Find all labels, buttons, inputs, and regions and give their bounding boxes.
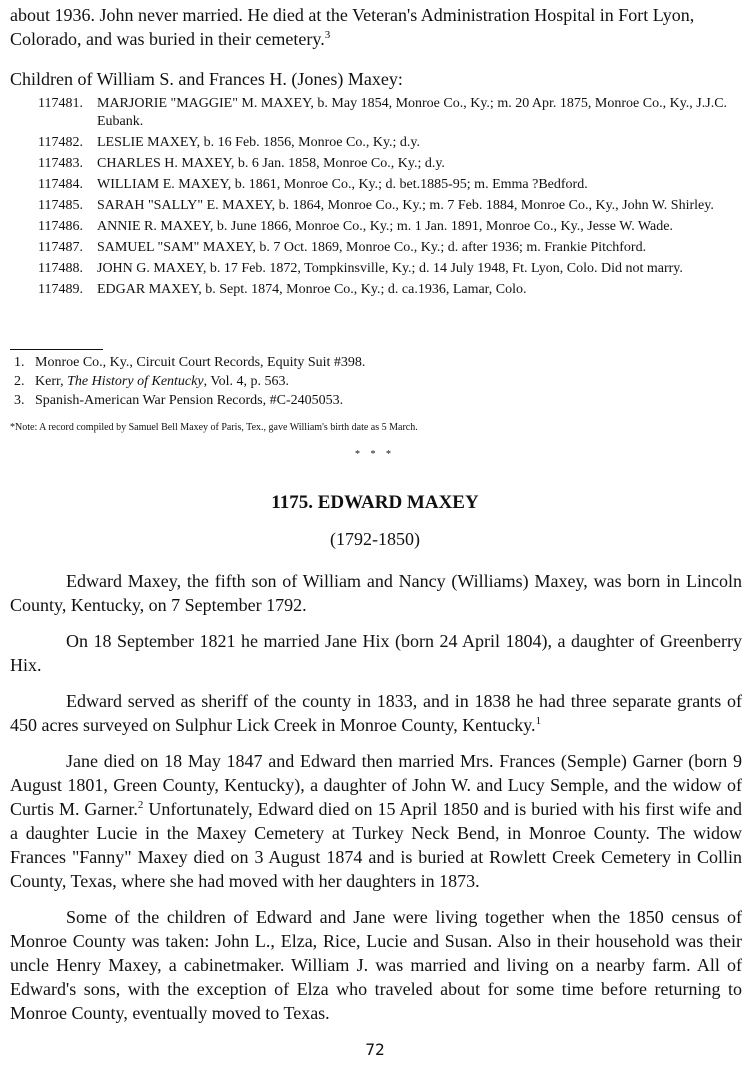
footnote-text-part: Spanish-American War Pension Records, #C-2405053. xyxy=(35,393,344,408)
paragraph-text: Edward served as sheriff of the county in 1833, and in 1838 he had three separate grants of 450 acres surveyed on Sulphur Lick Creek in Monroe County, Kentucky. xyxy=(10,691,742,735)
child-number: 117489. xyxy=(38,282,83,297)
body-paragraph xyxy=(10,569,742,617)
footnote-number: 3. xyxy=(14,393,25,408)
children-heading: Children of William S. and Frances H. (Jones) Maxey: xyxy=(10,69,403,89)
footnote-text-part: , Vol. 4, p. 563. xyxy=(203,374,290,389)
child-entry xyxy=(38,260,742,278)
child-number: 117488. xyxy=(38,261,83,276)
footnote-number: 1. xyxy=(14,355,25,370)
footnote-ref: 1 xyxy=(535,715,542,727)
footnote-item xyxy=(14,391,365,410)
footnote-text-part: Monroe Co., Ky., Circuit Court Records, Equity Suit #398. xyxy=(35,355,366,370)
child-text: EDGAR MAXEY, b. Sept. 1874, Monroe Co., Ky.; d. ca.1936, Lamar, Colo. xyxy=(97,282,527,297)
paragraph-text: Jane died on 18 May 1847 and Edward then married Mrs. Frances (Semple) Garner (born 9 August 1801, Green County, Kentucky), a daughter of John W. and Lucy Semple, and the widow of Curtis M. Garner. xyxy=(10,751,742,819)
paragraph-text-continued: Unfortunately, Edward died on 15 April 1850 and is buried with his first wife and a daughter Lucie in the Maxey Cemetery at Turkey Neck Bend, in Monroe County. The widow Frances "Fanny" Maxey died on 3 August 1874 and is buried at Rowlett Creek Cemetery in Collin County, Texas, where she had moved with her daughters in 1873. xyxy=(10,799,742,891)
footnote-number: 2. xyxy=(14,374,25,389)
body-paragraph xyxy=(10,689,742,737)
child-entry xyxy=(38,197,742,215)
child-number: 117487. xyxy=(38,240,83,255)
intro-paragraph xyxy=(10,3,742,51)
body-paragraph xyxy=(10,629,742,677)
record-note: *Note: A record compiled by Samuel Bell Maxey of Paris, Tex., gave William's birth date as 5 March. xyxy=(10,422,418,433)
section-dates: (1792-1850) xyxy=(330,529,420,549)
child-text: CHARLES H. MAXEY, b. 6 Jan. 1858, Monroe Co., Ky.; d.y. xyxy=(97,156,445,171)
child-text: JOHN G. MAXEY, b. 17 Feb. 1872, Tompkinsville, Ky.; d. 14 July 1948, Ft. Lyon, Colo. Did not marry. xyxy=(97,261,683,276)
paragraph-text: Edward Maxey, the fifth son of William and Nancy (Williams) Maxey, was born in Lincoln County, Kentucky, on 7 September 1792. xyxy=(10,571,742,615)
section-separator: * * * xyxy=(355,449,395,460)
section-title: 1175. EDWARD MAXEY xyxy=(271,492,479,513)
footnote-text xyxy=(35,372,289,391)
child-text: WILLIAM E. MAXEY, b. 1861, Monroe Co., Ky.; d. bet.1885-95; m. Emma ?Bedford. xyxy=(97,177,588,192)
paragraph-text: Some of the children of Edward and Jane were living together when the 1850 census of Monroe County was taken: John L., Elza, Rice, Lucie and Susan. Also in their household was their uncle Henry Maxey, a cabinetmaker. William J. was married and living on a nearby farm. All of Edward's sons, with the exception of Elza who traveled about for some time before returning to Monroe County, eventually moved to Texas. xyxy=(10,907,742,1023)
child-number: 117482. xyxy=(38,135,83,150)
child-number: 117486. xyxy=(38,219,83,234)
child-number: 117483. xyxy=(38,156,83,171)
child-entry xyxy=(38,95,742,131)
child-number: 117485. xyxy=(38,198,83,213)
paragraph-text: On 18 September 1821 he married Jane Hix (born 24 April 1804), a daughter of Greenberry Hix. xyxy=(10,631,742,675)
child-text: SARAH "SALLY" E. MAXEY, b. 1864, Monroe Co., Ky.; m. 7 Feb. 1884, Monroe Co., Ky., John W. Shirley. xyxy=(97,198,714,213)
footnote-text xyxy=(35,391,343,410)
footnote-title: The History of Kentucky xyxy=(67,374,204,389)
child-entry xyxy=(38,239,742,257)
footnote-text-part: Kerr, xyxy=(35,374,68,389)
body-paragraph xyxy=(10,905,742,1025)
child-entry xyxy=(38,176,742,194)
page-number: 72 xyxy=(365,1040,385,1059)
child-entry xyxy=(38,218,742,236)
footnote-item xyxy=(14,372,365,391)
footnote-item xyxy=(14,353,365,372)
children-list xyxy=(38,95,742,302)
section-body xyxy=(10,569,742,1037)
child-entry xyxy=(38,134,742,152)
child-text: MARJORIE "MAGGIE" M. MAXEY, b. May 1854, Monroe Co., Ky.; m. 20 Apr. 1875, Monroe Co., Ky., J.J.C. Eubank. xyxy=(97,96,728,129)
body-paragraph xyxy=(10,749,742,893)
child-text: LESLIE MAXEY, b. 16 Feb. 1856, Monroe Co., Ky.; d.y. xyxy=(97,135,421,150)
footnote-ref: 2 xyxy=(137,799,144,811)
child-text: ANNIE R. MAXEY, b. June 1866, Monroe Co., Ky.; m. 1 Jan. 1891, Monroe Co., Ky., Jesse W. Wade. xyxy=(97,219,673,234)
child-entry xyxy=(38,155,742,173)
footnotes-list xyxy=(14,353,365,410)
child-entry xyxy=(38,281,742,299)
child-text: SAMUEL "SAM" MAXEY, b. 7 Oct. 1869, Monroe Co., Ky.; d. after 1936; m. Frankie Pitchford. xyxy=(97,240,647,255)
child-number: 117484. xyxy=(38,177,83,192)
footnote-text xyxy=(35,353,365,372)
footnote-divider xyxy=(10,349,103,350)
footnote-ref: 3 xyxy=(324,29,331,41)
child-number: 117481. xyxy=(38,96,83,111)
intro-text: about 1936. John never married. He died at the Veteran's Administration Hospital in Fort Lyon, Colorado, and was buried in their cemetery. xyxy=(10,5,695,49)
